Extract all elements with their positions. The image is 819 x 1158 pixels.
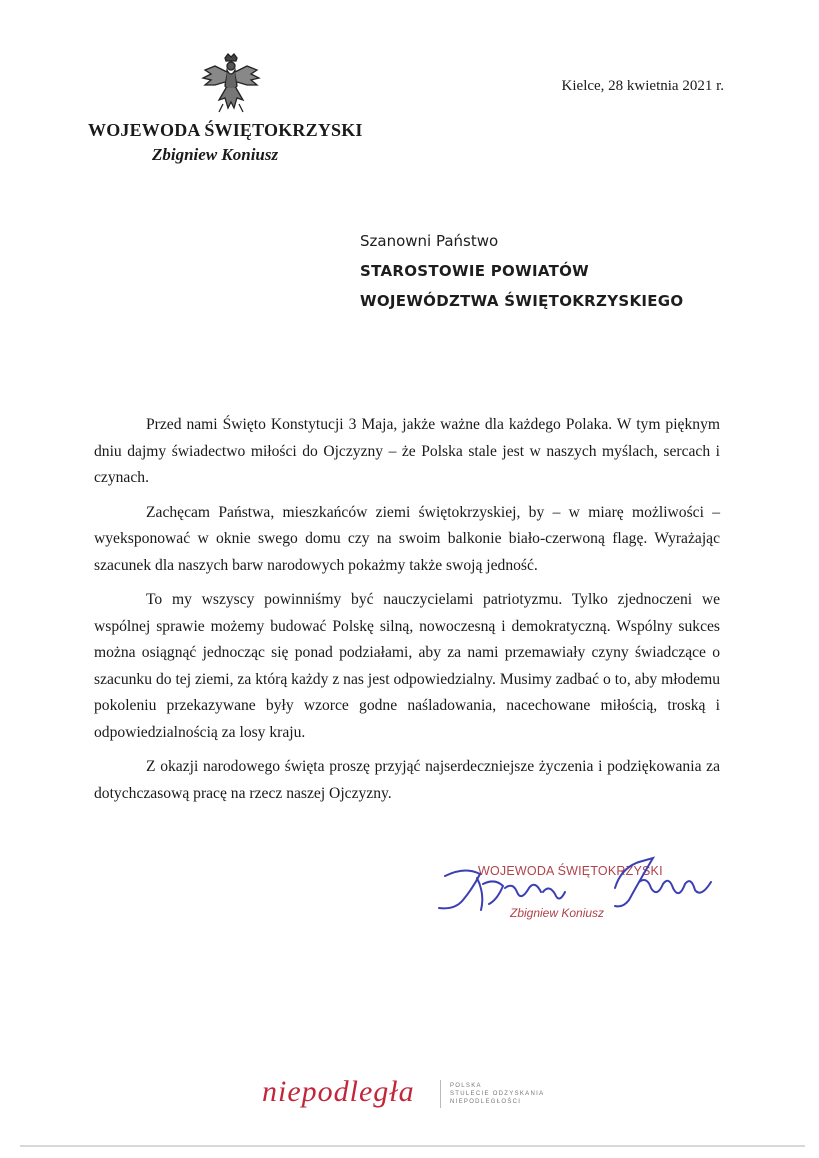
letter-date: Kielce, 28 kwietnia 2021 r. — [561, 78, 724, 94]
subtitle-line-3: NIEPODLEGŁOŚCI — [450, 1099, 522, 1105]
polish-eagle-emblem-icon — [197, 52, 265, 118]
sender-office-title: WOJEWODA ŚWIĘTOKRZYSKI — [88, 120, 363, 140]
addressee-salutation: Szanowni Państwo — [360, 232, 499, 250]
addressee-line-1: STAROSTOWIE POWIATÓW — [360, 262, 590, 280]
paragraph-1: Przed nami Święto Konstytucji 3 Maja, jakże ważne dla każdego Polaka. W tym pięknym dniu dajmy świadectwo miłości do Ojczyzny – że Polska stale jest w naszych myślach, sercach i czynach. — [94, 416, 720, 486]
paragraph-4: Z okazji narodowego święta proszę przyjąć najserdeczniejsze życzenia i podziękowania za dotychczasową pracę na rzecz naszej Ojczyzny. — [94, 758, 720, 802]
paragraph-2: Zachęcam Państwa, mieszkańców ziemi świętokrzyskiej, by – w miarę możliwości – wyeksponować w oknie swego domu czy na swoim balkonie biało-czerwoną flagę. Wyrażając szacunek dla naszych barw narodowych pokażmy także swoją jedność. — [94, 503, 720, 574]
signature-stamp-title: WOJEWODA ŚWIĘTOKRZYSKI — [478, 864, 663, 878]
footer-divider — [440, 1080, 441, 1108]
niepodlegla-subtitle — [450, 1082, 544, 1106]
subtitle-line-2: STULECIE ODZYSKANIA — [450, 1091, 545, 1097]
page-bottom-border — [20, 1145, 805, 1147]
sender-name: Zbigniew Koniusz — [152, 145, 279, 164]
niepodlegla-logo-text: niepodległa — [262, 1075, 415, 1108]
paragraph-3: To my wszyscy powinniśmy być nauczycielami patriotyzmu. Tylko zjednoczeni we wspólnej sprawie możemy budować Polskę silną, nowoczesną i demokratyczną. Wspólny sukces można osiągnąć jednocząc się ponad podziałami, aby za nami przemawiały czyny świadczące o szacunku do tej ziemi, za którą każdy z nas jest odpowiedzialny. Musimy zadbać o to, aby młodemu pokoleniu przekazywane były wzorce godne naśladowania, nacechowane miłością, troską i odpowiedzialnością za losy kraju. — [94, 591, 720, 741]
subtitle-line-1: POLSKA — [450, 1083, 482, 1089]
addressee-line-2: WOJEWÓDZTWA ŚWIĘTOKRZYSKIEGO — [360, 292, 684, 310]
signature-stamp-name: Zbigniew Koniusz — [510, 906, 605, 920]
letter-body — [94, 412, 720, 815]
